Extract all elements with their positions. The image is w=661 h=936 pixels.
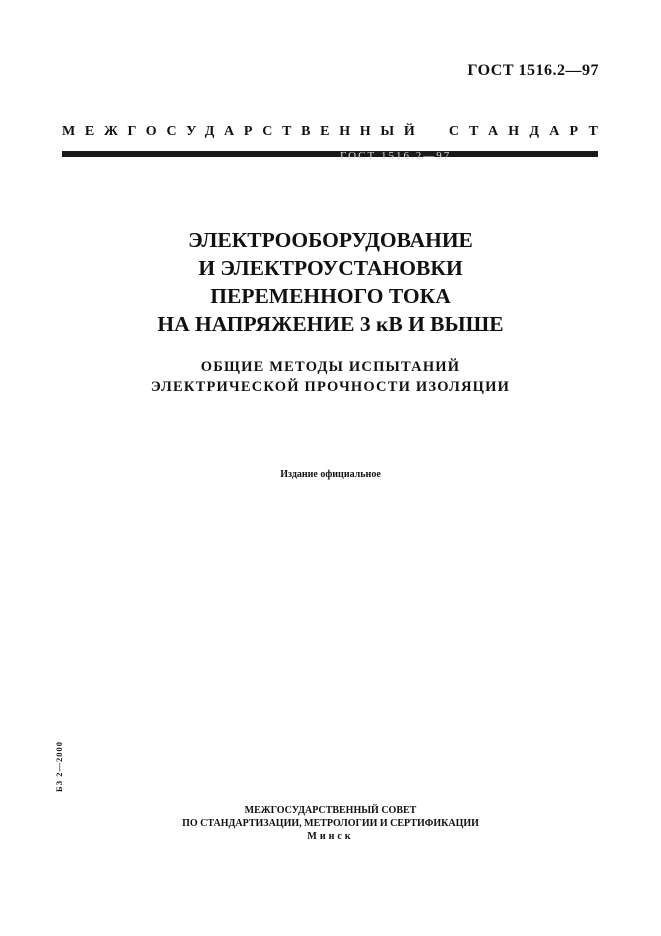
side-code: БЗ 2—2000 [54, 741, 64, 792]
gost-number: ГОСТ 1516.2—97 [467, 62, 599, 79]
title-line-1: ЭЛЕКТРООБОРУДОВАНИЕ [188, 228, 473, 252]
header-rule [62, 151, 598, 157]
subtitle-line-2: ЭЛЕКТРИЧЕСКОЙ ПРОЧНОСТИ ИЗОЛЯЦИИ [150, 379, 511, 395]
standard-type-right: СТАНДАРТ [448, 124, 608, 139]
document-title [0, 226, 661, 338]
publisher-block [0, 804, 661, 843]
publisher-line-2: ПО СТАНДАРТИЗАЦИИ, МЕТРОЛОГИИ И СЕРТИФИКАЦИИ [182, 818, 479, 829]
title-line-2: И ЭЛЕКТРОУСТАНОВКИ [198, 256, 463, 280]
title-line-3: ПЕРЕМЕННОГО ТОКА [210, 284, 451, 308]
bleed-through-text: ГОСТ 1516.2—97 [340, 150, 452, 162]
publisher-line-1: МЕЖГОСУДАРСТВЕННЫЙ СОВЕТ [244, 805, 417, 816]
title-line-4: НА НАПРЯЖЕНИЕ 3 кВ И ВЫШЕ [157, 312, 504, 336]
publisher-city: Минск [307, 831, 354, 842]
standard-type-left: МЕЖГОСУДАРСТВЕННЫЙ [62, 124, 425, 139]
document-subtitle [0, 357, 661, 397]
subtitle-line-1: ОБЩИЕ МЕТОДЫ ИСПЫТАНИЙ [200, 359, 461, 375]
edition-note: Издание официальное [280, 469, 381, 480]
standard-type-heading [62, 124, 608, 140]
